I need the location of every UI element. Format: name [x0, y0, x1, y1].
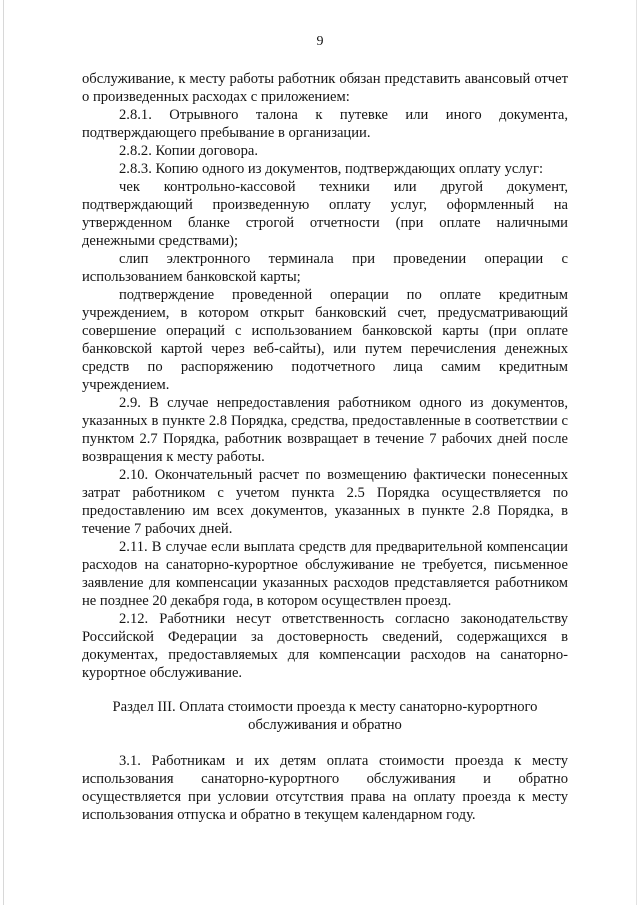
- paragraph-continuation: обслуживание, к месту работы работник обязан представить авансовый отчет о произведенных расходах с приложением:: [82, 71, 568, 105]
- paragraph-2-10: 2.10. Окончательный расчет по возмещению фактически понесенных затрат работником с учетом пункта 2.5 Порядка осуществляется по предоставлению им всех документов, указанных в пункте 2.8 Порядка, в течение 7 рабочих дней.: [82, 467, 568, 537]
- paragraph-2-11: 2.11. В случае если выплата средств для предварительной компенсации расходов на санаторно-курортное обслуживание не требуется, письменное заявление для компенсации указанных расходов представляется работником не позднее 20 декабря года, в котором осуществлен проезд.: [82, 539, 568, 609]
- paragraph-bank-confirmation: подтверждение проведенной операции по оплате кредитным учреждением, в котором открыт банковский счет, предусматривающий совершение операций с использованием банковской карты (при оплате банковской картой через веб-сайты), или путем перечисления денежных средств по распоряжению подотчетного лица самим кредитным учреждением.: [82, 287, 568, 393]
- paragraph-2-12: 2.12. Работники несут ответственность согласно законодательству Российской Федерации за достоверность сведений, содержащихся в документах, предоставляемых для компенсации расходов на санаторно-курортное обслуживание.: [82, 611, 568, 681]
- page-number: 9: [316, 34, 324, 49]
- document-body: [82, 70, 568, 824]
- paragraph-2-8-3: 2.8.3. Копию одного из документов, подтверждающих оплату услуг:: [119, 161, 544, 177]
- paragraph-2-8-1: 2.8.1. Отрывного талона к путевке или иного документа, подтверждающего пребывание в организации.: [82, 107, 568, 141]
- paragraph-receipt: чек контрольно-кассовой техники или другой документ, подтверждающий произведенную оплату услуг, оформленный на утвержденном бланке строгой отчетности (при оплате наличными денежными средствами);: [82, 179, 568, 249]
- paragraph-2-9: 2.9. В случае непредоставления работником одного из документов, указанных в пункте 2.8 Порядка, средства, предоставленные в соответствии с пунктом 2.7 Порядка, работник возвращает в течение 7 рабочих дней после возвращения к месту работы.: [82, 395, 568, 465]
- scan-edge-left: [3, 0, 4, 905]
- scan-edge-right: [636, 0, 637, 905]
- section-heading: Раздел III. Оплата стоимости проезда к месту санаторно-курортного обслуживания и обратно: [112, 699, 538, 733]
- paragraph-terminal-slip: слип электронного терминала при проведении операции с использованием банковской карты;: [82, 251, 568, 285]
- paragraph-3-1: 3.1. Работникам и их детям оплата стоимости проезда к месту использования санаторно-курортного обслуживания и обратно осуществляется при условии отсутствия права на оплату проезда к месту использования отпуска и обратно в текущем календарном году.: [82, 753, 568, 823]
- paragraph-2-8-2: 2.8.2. Копии договора.: [119, 143, 259, 159]
